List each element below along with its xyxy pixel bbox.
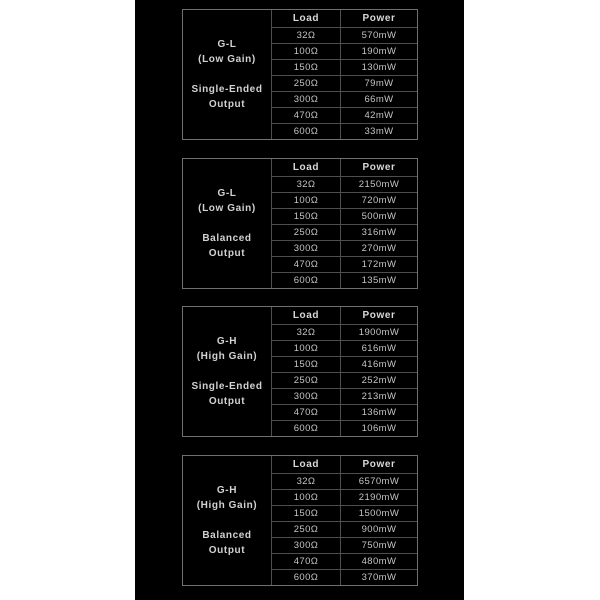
load-cell: 32Ω <box>271 27 340 43</box>
output-line: Balanced <box>202 530 252 541</box>
table-label <box>183 456 271 585</box>
power-cell: 42mW <box>340 107 417 123</box>
load-cell: 100Ω <box>271 340 340 356</box>
load-cell: 470Ω <box>271 256 340 272</box>
column-header-load: Load <box>271 10 340 27</box>
power-cell: 79mW <box>340 75 417 91</box>
gain-line: G-L <box>217 39 237 50</box>
output-line: Output <box>208 248 246 259</box>
column-header-power: Power <box>340 307 417 324</box>
gain-line: (Low Gain) <box>198 203 256 214</box>
power-cell: 2190mW <box>340 489 417 505</box>
column-header-load: Load <box>271 307 340 324</box>
power-cell: 172mW <box>340 256 417 272</box>
load-cell: 300Ω <box>271 240 340 256</box>
output-line: Balanced <box>202 233 252 244</box>
load-cell: 150Ω <box>271 208 340 224</box>
column-header-power: Power <box>340 10 417 27</box>
output-line: Output <box>208 396 246 407</box>
spec-table-gl-balanced <box>182 158 418 289</box>
power-cell: 106mW <box>340 420 417 436</box>
gain-line: G-H <box>216 485 238 496</box>
output-line: Single-Ended <box>191 84 263 95</box>
gain-line: G-H <box>216 336 238 347</box>
load-cell: 150Ω <box>271 356 340 372</box>
power-cell: 190mW <box>340 43 417 59</box>
load-cell: 150Ω <box>271 59 340 75</box>
output-line: Single-Ended <box>191 381 263 392</box>
spec-table-gl-single-ended <box>182 9 418 140</box>
load-cell: 470Ω <box>271 553 340 569</box>
power-cell: 213mW <box>340 388 417 404</box>
gain-line: G-L <box>217 188 237 199</box>
load-cell: 600Ω <box>271 272 340 288</box>
power-cell: 135mW <box>340 272 417 288</box>
load-cell: 600Ω <box>271 569 340 585</box>
power-cell: 252mW <box>340 372 417 388</box>
output-line: Output <box>208 99 246 110</box>
power-cell: 316mW <box>340 224 417 240</box>
gain-line: (Low Gain) <box>198 54 256 65</box>
load-cell: 300Ω <box>271 537 340 553</box>
power-cell: 136mW <box>340 404 417 420</box>
load-cell: 32Ω <box>271 473 340 489</box>
gain-line: (High Gain) <box>196 500 258 511</box>
power-cell: 616mW <box>340 340 417 356</box>
table-label <box>183 10 271 139</box>
load-cell: 300Ω <box>271 388 340 404</box>
power-cell: 6570mW <box>340 473 417 489</box>
load-cell: 470Ω <box>271 404 340 420</box>
gain-line: (High Gain) <box>196 351 258 362</box>
column-header-load: Load <box>271 159 340 176</box>
power-cell: 1900mW <box>340 324 417 340</box>
column-header-power: Power <box>340 159 417 176</box>
table-label <box>183 307 271 436</box>
power-cell: 900mW <box>340 521 417 537</box>
output-line: Output <box>208 545 246 556</box>
power-cell: 480mW <box>340 553 417 569</box>
load-cell: 250Ω <box>271 521 340 537</box>
power-cell: 370mW <box>340 569 417 585</box>
column-header-load: Load <box>271 456 340 473</box>
power-cell: 570mW <box>340 27 417 43</box>
column-header-power: Power <box>340 456 417 473</box>
load-cell: 250Ω <box>271 372 340 388</box>
spec-table-gh-single-ended <box>182 306 418 437</box>
load-cell: 100Ω <box>271 489 340 505</box>
spec-table-gh-balanced <box>182 455 418 586</box>
spec-image-panel <box>135 0 464 600</box>
load-cell: 470Ω <box>271 107 340 123</box>
power-cell: 130mW <box>340 59 417 75</box>
power-cell: 500mW <box>340 208 417 224</box>
load-cell: 32Ω <box>271 324 340 340</box>
load-cell: 600Ω <box>271 123 340 139</box>
load-cell: 250Ω <box>271 75 340 91</box>
load-cell: 150Ω <box>271 505 340 521</box>
power-cell: 270mW <box>340 240 417 256</box>
power-cell: 66mW <box>340 91 417 107</box>
power-cell: 720mW <box>340 192 417 208</box>
power-cell: 416mW <box>340 356 417 372</box>
power-cell: 2150mW <box>340 176 417 192</box>
power-cell: 1500mW <box>340 505 417 521</box>
load-cell: 100Ω <box>271 192 340 208</box>
load-cell: 100Ω <box>271 43 340 59</box>
load-cell: 300Ω <box>271 91 340 107</box>
power-cell: 33mW <box>340 123 417 139</box>
load-cell: 600Ω <box>271 420 340 436</box>
power-cell: 750mW <box>340 537 417 553</box>
table-label <box>183 159 271 288</box>
load-cell: 32Ω <box>271 176 340 192</box>
load-cell: 250Ω <box>271 224 340 240</box>
